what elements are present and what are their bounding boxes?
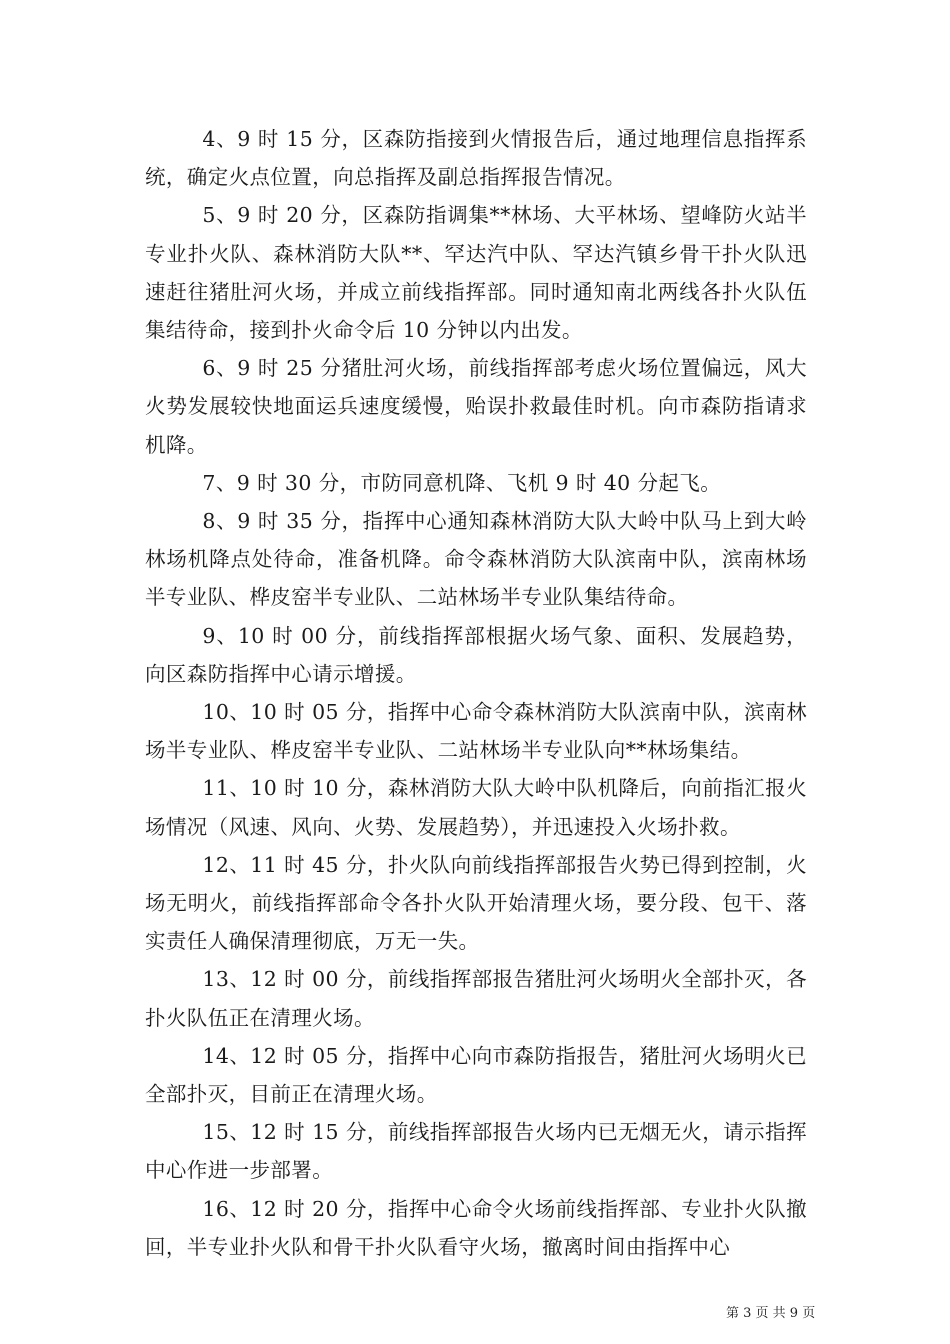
paragraph: 9、10 时 00 分，前线指挥部根据火场气象、面积、发展趋势，向区森防指挥中心请示增援。 [145, 623, 807, 686]
paragraph: 6、9 时 25 分猪肚河火场，前线指挥部考虑火场位置偏远，风大火势发展较快地面运兵速度缓慢，贻误扑救最佳时机。向市森防指请求机降。 [145, 356, 807, 457]
paragraph: 16、12 时 20 分，指挥中心命令火场前线指挥部、专业扑火队撤回，半专业扑火队和骨干扑火队看守火场，撤离时间由指挥中心 [145, 1196, 807, 1259]
paragraph: 7、9 时 30 分，市防同意机降、飞机 9 时 40 分起飞。 [202, 470, 722, 495]
paragraph: 12、11 时 45 分，扑火队向前线指挥部报告火势已得到控制，火场无明火，前线指挥部命令各扑火队开始清理火场，要分段、包干、落实责任人确保清理彻底，万无一失。 [145, 852, 807, 954]
document-body [145, 120, 807, 1266]
paragraph: 11、10 时 10 分，森林消防大队大岭中队机降后，向前指汇报火场情况（风速、风向、火势、发展趋势），并迅速投入火场扑救。 [145, 776, 807, 839]
paragraph: 8、9 时 35 分，指挥中心通知森林消防大队大岭中队马上到大岭林场机降点处待命，准备机降。命令森林消防大队滨南中队，滨南林场半专业队、桦皮窑半专业队、二站林场半专业队集结待命。 [145, 509, 807, 610]
paragraph: 14、12 时 05 分，指挥中心向市森防指报告，猪肚河火场明火已全部扑灭，目前正在清理火场。 [145, 1043, 807, 1107]
page-number: 第 3 页 共 9 页 [726, 1306, 816, 1321]
paragraph: 5、9 时 20 分，区森防指调集**林场、大平林场、望峰防火站半专业扑火队、森林消防大队**、罕达汽中队、罕达汽镇乡骨干扑火队迅速赶往猪肚河火场，并成立前线指挥部。同时通知南北两线各扑火队伍集结待命，接到扑火命令后 10 分钟以内出发。 [145, 203, 807, 343]
paragraph: 13、12 时 00 分，前线指挥部报告猪肚河火场明火全部扑灭，各扑火队伍正在清理火场。 [145, 967, 807, 1030]
paragraph: 10、10 时 05 分，指挥中心命令森林消防大队滨南中队，滨南林场半专业队、桦皮窑半专业队、二站林场半专业队向**林场集结。 [145, 700, 807, 763]
paragraph: 4、9 时 15 分，区森防指接到火情报告后，通过地理信息指挥系统，确定火点位置，向总指挥及副总指挥报告情况。 [145, 127, 807, 190]
paragraph: 15、12 时 15 分，前线指挥部报告火场内已无烟无火，请示指挥中心作进一步部署。 [145, 1120, 807, 1183]
